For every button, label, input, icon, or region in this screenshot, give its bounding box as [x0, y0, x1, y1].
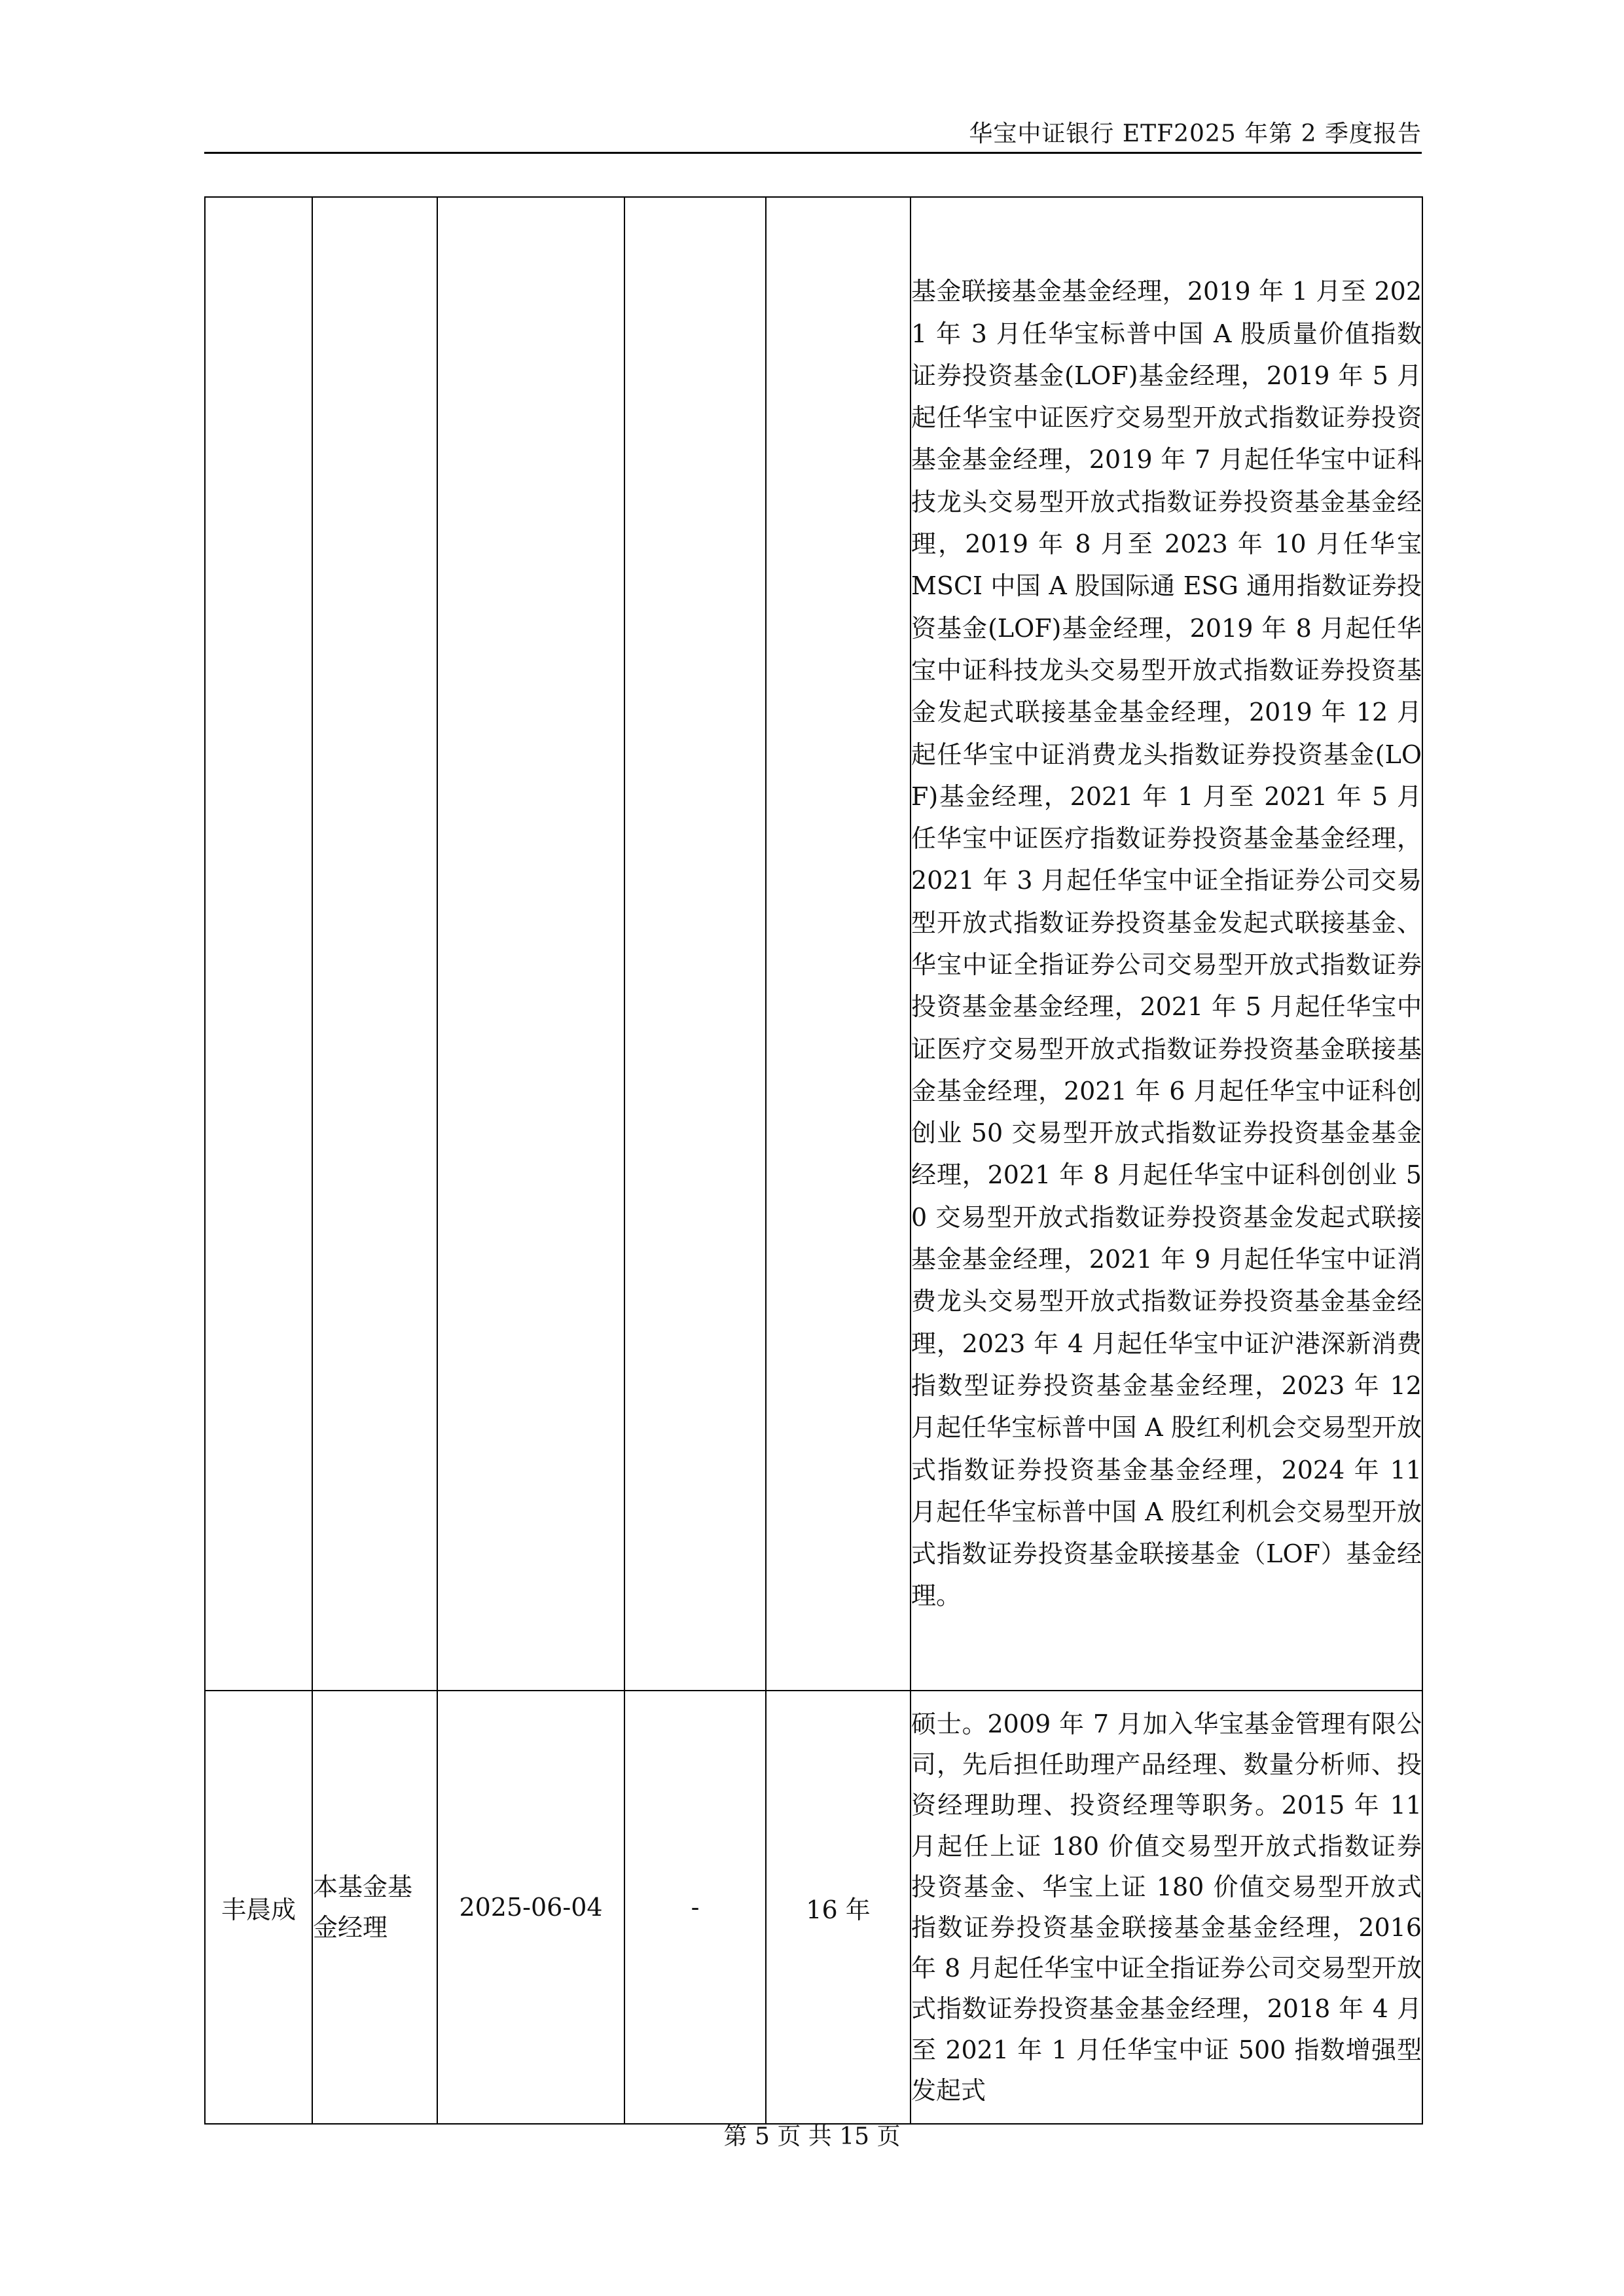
end-date-cell: - — [624, 1691, 766, 2124]
manager-name-cell: 丰晨成 — [205, 1691, 312, 2124]
start-date-cell: 2025-06-04 — [437, 1691, 624, 2124]
manager-description-cell: 硕士。2009 年 7 月加入华宝基金管理有限公司，先后担任助理产品经理、数量分析师、投资经理助理、投资经理等职务。2015 年 11 月起任上证 180 价值交易型开放式指数证券投资基金、华宝上证 180 价值交易型开放式指数证券投资基金联接基金基金经理，2016 年 8 月起任华宝中证全指证券公司交易型开放式指数证券投资基金基金经理，2018 年 4 月至 2021 年 1 月任华宝中证 500 指数增强型发起式 — [911, 1691, 1422, 2124]
table-row — [205, 1691, 1422, 2124]
table-row — [205, 197, 1422, 1691]
years-cell — [766, 197, 911, 1691]
start-date-cell — [437, 197, 624, 1691]
manager-position-cell — [312, 197, 437, 1691]
page-footer — [0, 2118, 1624, 2151]
report-title: 华宝中证银行 ETF2025 年第 2 季度报告 — [969, 120, 1422, 147]
manager-description-cell: 基金联接基金基金经理，2019 年 1 月至 2021 年 3 月任华宝标普中国 A 股质量价值指数证券投资基金(LOF)基金经理，2019 年 5 月起任华宝中证医疗交易型开放式指数证券投资基金基金经理，2019 年 7 月起任华宝中证科技龙头交易型开放式指数证券投资基金基金经理，2019 年 8 月至 2023 年 10 月任华宝 MSCI 中国 A 股国际通 ESG 通用指数证券投资基金(LOF)基金经理，2019 年 8 月起任华宝中证科技龙头交易型开放式指数证券投资基金发起式联接基金基金经理，2019 年 12 月起任华宝中证消费龙头指数证券投资基金(LOF)基金经理，2021 年 1 月至 2021 年 5 月任华宝中证医疗指数证券投资基金基金经理，2021 年 3 月起任华宝中证全指证券公司交易型开放式指数证券投资基金发起式联接基金、华宝中证全指证券公司交易型开放式指数证券投资基金基金经理，2021 年 5 月起任华宝中证医疗交易型开放式指数证券投资基金联接基金基金经理，2021 年 6 月起任华宝中证科创创业 50 交易型开放式指数证券投资基金基金经理，2021 年 8 月起任华宝中证科创创业 50 交易型开放式指数证券投资基金发起式联接基金基金经理，2021 年 9 月起任华宝中证消费龙头交易型开放式指数证券投资基金基金经理，2023 年 4 月起任华宝中证沪港深新消费指数型证券投资基金基金经理，2023 年 12 月起任华宝标普中国 A 股红利机会交易型开放式指数证券投资基金基金经理，2024 年 11 月起任华宝标普中国 A 股红利机会交易型开放式指数证券投资基金联接基金（LOF）基金经理。 — [911, 197, 1422, 1691]
years-cell: 16 年 — [766, 1691, 911, 2124]
manager-name-cell — [205, 197, 312, 1691]
fund-manager-table — [204, 196, 1423, 2125]
end-date-cell — [624, 197, 766, 1691]
page-header — [204, 111, 1422, 154]
page-number: 第 5 页 共 15 页 — [723, 2123, 901, 2150]
manager-position-cell: 本基金基金经理 — [312, 1691, 437, 2124]
